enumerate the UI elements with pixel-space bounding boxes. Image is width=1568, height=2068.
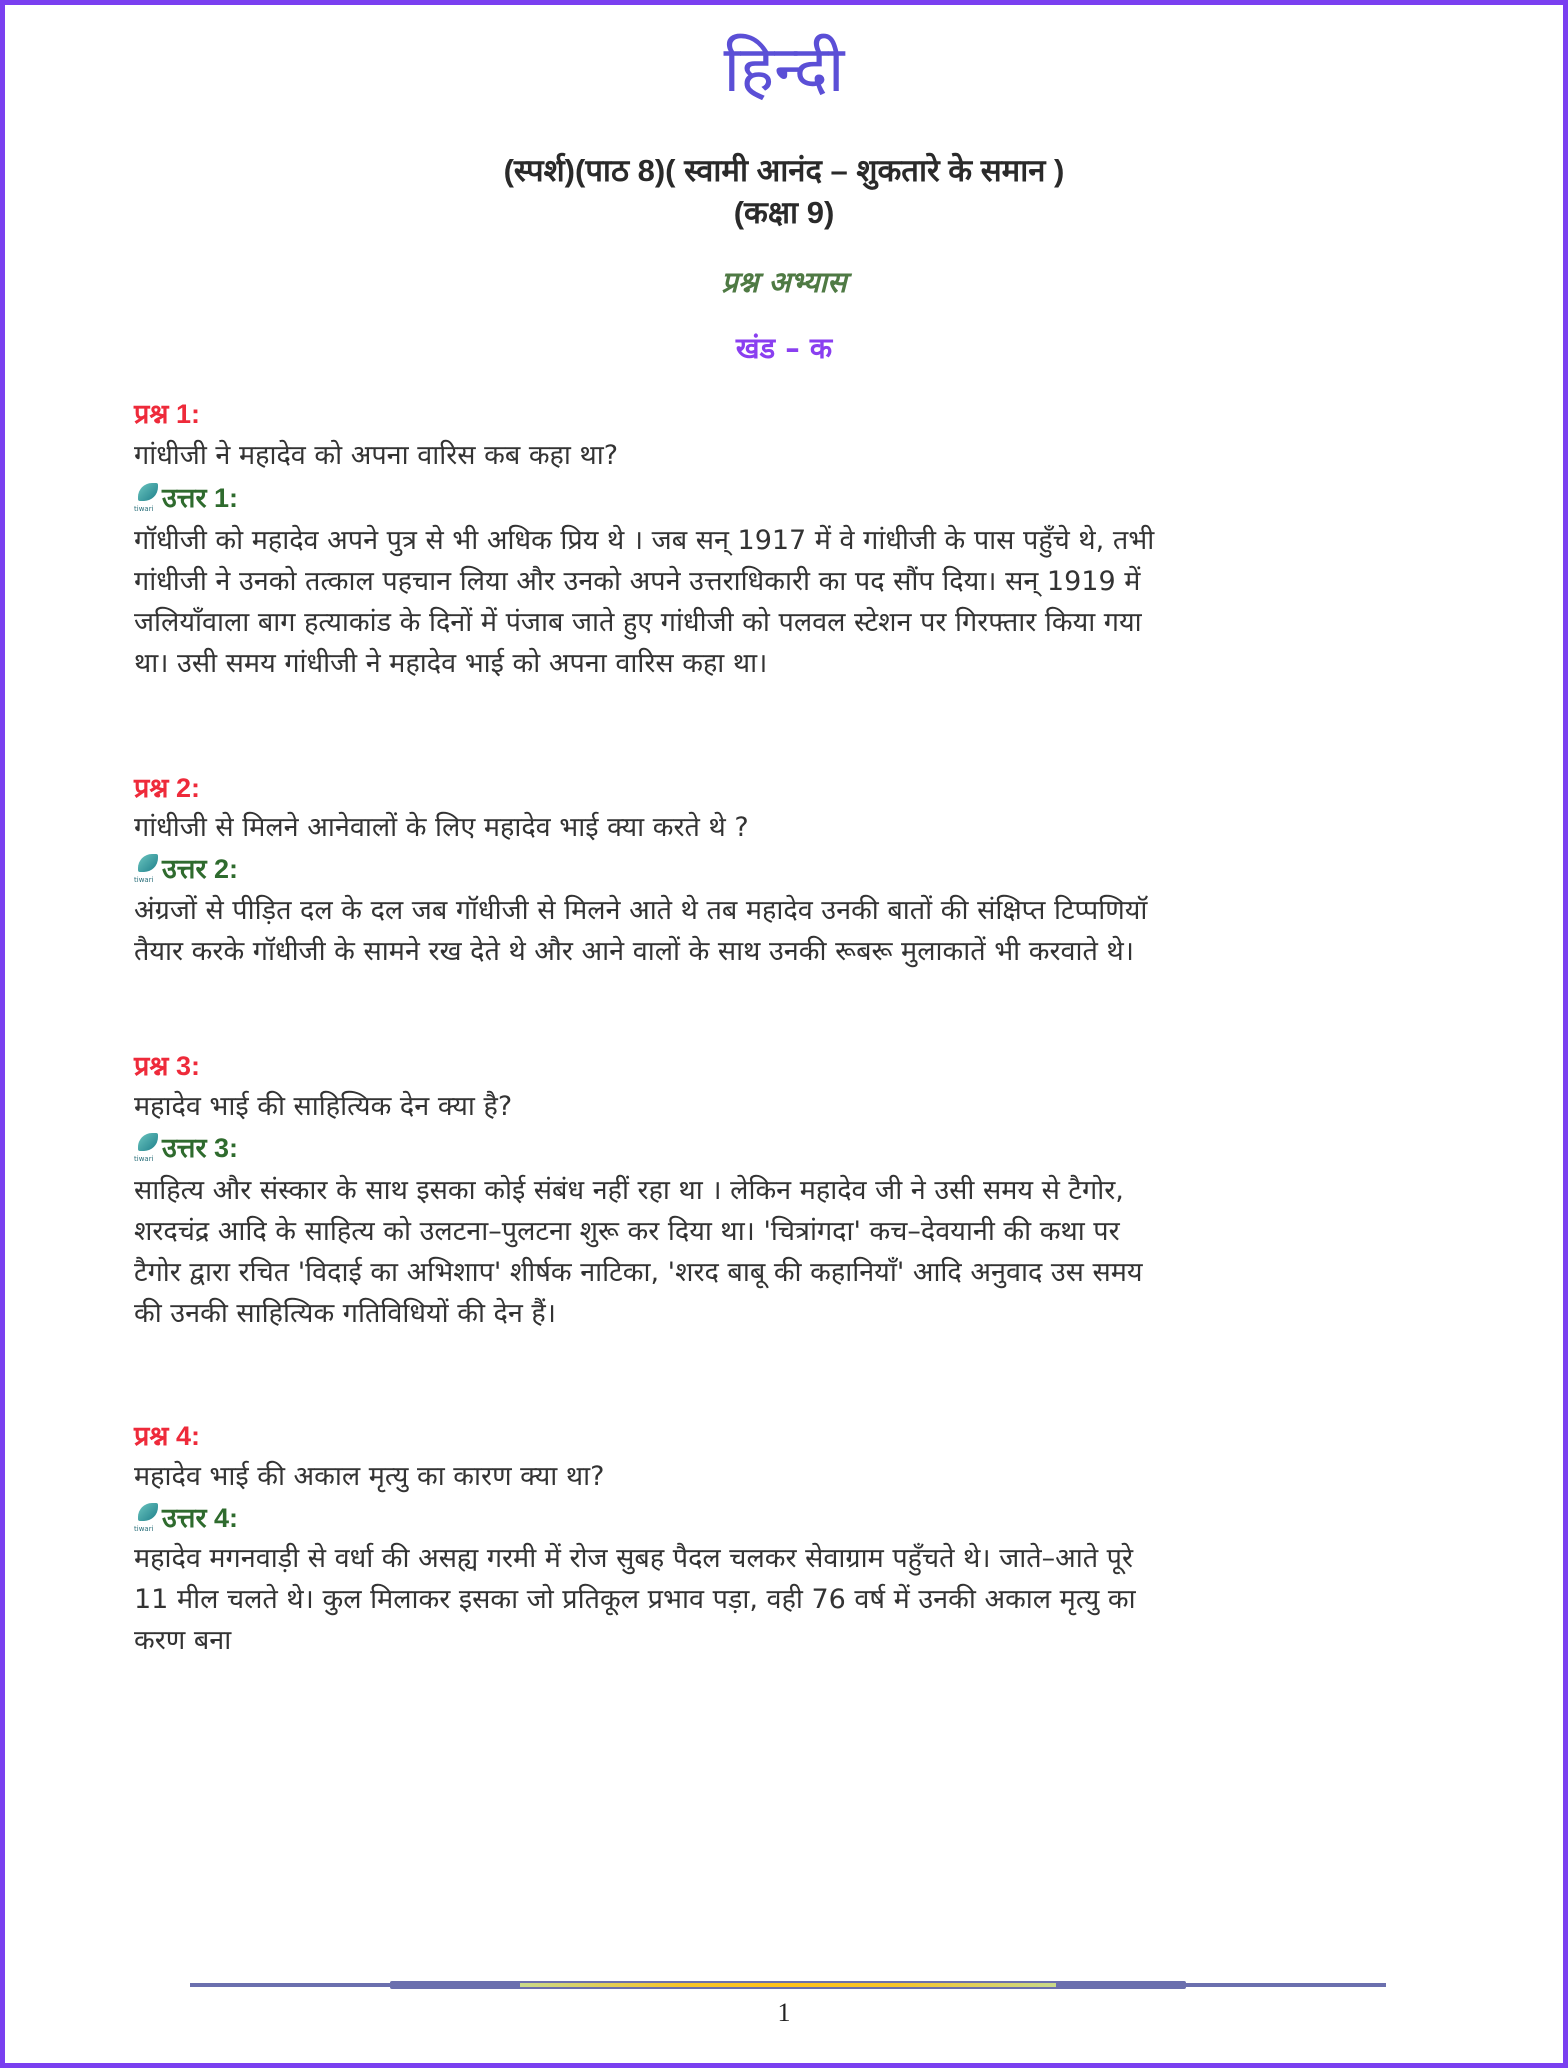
footer-divider [190,1980,1386,1990]
answer-line: साहित्य और संस्कार के साथ इसका कोई संबंध नहीं रहा था । लेकिन महादेव जी ने उसी समय से टैगोर, [134,1175,1124,1206]
answer-text [134,890,1436,972]
answer-label [134,851,238,887]
answer-label [134,480,238,516]
answer-line: तैयार करके गॉधीजी के सामने रख देते थे और आने वालों के साथ उनकी रूबरू मुलाकातें भी करवाते थे। [134,936,1134,967]
answer-line: गॉधीजी को महादेव अपने पुत्र से भी अधिक प्रिय थे । जब सन् 1917 में वे गांधीजी के पास पहुँचे थे, तभी [134,525,1155,556]
answer-label [134,1500,238,1536]
question-label: प्रश्न 3: [134,1051,200,1081]
answer-text [134,520,1436,684]
question-label: प्रश्न 2: [134,773,200,803]
answer-label-text: उत्तर 3: [162,1133,239,1163]
answer-line: टैगोर द्वारा रचित 'विदाई का अभिशाप' शीर्षक नाटिका, 'शरद बाबू की कहानियाँ' आदि अनुवाद उस समय [134,1257,1143,1288]
answer-label-text: उत्तर 4: [162,1503,239,1533]
chapter-title [0,150,1568,234]
question-label: प्रश्न 4: [134,1421,200,1451]
answer-text [134,1170,1436,1334]
question-label: प्रश्न 1: [134,399,200,429]
question-text: गांधीजी ने महादेव को अपना वारिस कब कहा था? [134,440,619,471]
answer-label [134,1130,238,1166]
answer-label-text: उत्तर 2: [162,854,239,884]
tiwari-logo-icon: tiwari [134,483,160,513]
answer-line: था। उसी समय गांधीजी ने महादेव भाई को अपना वारिस कहा था। [134,648,768,679]
tiwari-logo-icon: tiwari [134,1133,160,1163]
answer-line: जलियाँवाला बाग हत्याकांड के दिनों में पंजाब जाते हुए गांधीजी को पलवल स्टेशन पर गिरफ्तार किया गया [134,607,1142,638]
answer-line: की उनकी साहित्यिक गतिविधियों की देन हैं। [134,1298,556,1329]
exercise-title: प्रश्न अभ्यास [721,265,847,299]
answer-line: महादेव मगनवाड़ी से वर्धा की असह्य गरमी में रोज सुबह पैदल चलकर सेवाग्राम पहुँचते थे। जाते–आते पूरे [134,1543,1134,1574]
answer-text [134,1538,1436,1661]
answer-line: शरदचंद्र आदि के साहित्य को उलटना–पुलटना शुरू कर दिया था। 'चित्रांगदा' कच–देवयानी की कथा पर [134,1216,1120,1247]
tiwari-logo-icon: tiwari [134,854,160,884]
chapter-line-2: (कक्षा 9) [733,195,835,230]
subject-title: हिन्दी [723,33,845,107]
answer-label-text: उत्तर 1: [162,483,239,513]
question-text: गांधीजी से मिलने आनेवालों के लिए महादेव भाई क्या करते थे ? [134,812,749,843]
question-text: महादेव भाई की साहित्यिक देन क्या है? [134,1091,513,1122]
answer-line: करण बना [134,1625,232,1656]
answer-line: 11 मील चलते थे। कुल मिलाकर इसका जो प्रतिकूल प्रभाव पड़ा, वही 76 वर्ष में उनकी अकाल मृत्यु का [134,1584,1136,1615]
answer-line: अंग्रजों से पीड़ित दल के दल जब गॉधीजी से मिलने आते थे तब महादेव उनकी बातों की संक्षिप्त टिप्पणियॉ [134,895,1148,926]
tiwari-logo-icon: tiwari [134,1503,160,1533]
page-number: 1 [777,1998,791,2027]
question-text: महादेव भाई की अकाल मृत्यु का कारण क्या था? [134,1461,605,1492]
chapter-line-1: (स्पर्श)(पाठ 8)( स्वामी आनंद – शुकतारे के समान ) [503,153,1065,188]
answer-line: गांधीजी ने उनको तत्काल पहचान लिया और उनको अपने उत्तराधिकारी का पद सौंप दिया। सन् 1919 में [134,566,1141,597]
section-title: खंड – क [735,331,833,365]
